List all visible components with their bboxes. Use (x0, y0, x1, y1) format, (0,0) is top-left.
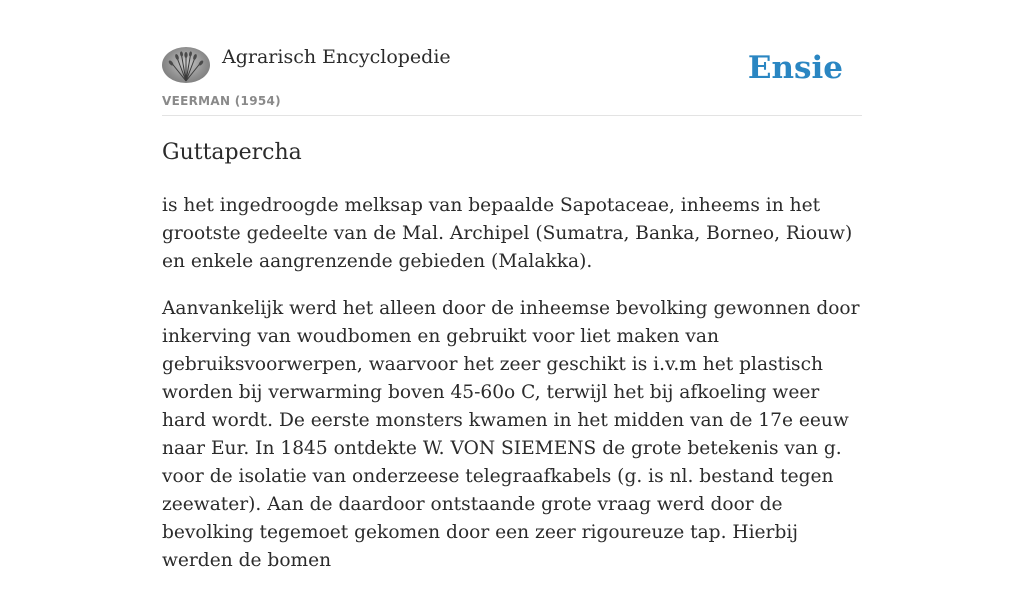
source-title[interactable]: Agrarisch Encyclopedie (222, 46, 451, 68)
article-paragraph: is het ingedroogde melksap van bepaalde Sapotaceae, inheems in het grootste gedeelte van de Mal. Archipel (Sumatra, Banka, Borneo, Riouw) en enkele aangrenzende gebieden (Malakka). (162, 195, 853, 272)
wheat-sheaf-icon (162, 47, 210, 83)
page (162, 0, 862, 571)
article-paragraph: Aanvankelijk werd het alleen door de inheemse bevolking gewonnen door inkerving van woudbomen en gebruikt voor liet maken van gebruiksvoorwerpen, waarvoor het zeer geschikt is i.v.m het plastisch worden bij verwarming boven 45-60o C, terwijl het bij afkoeling weer hard wordt. De eerste monsters kwamen in het midden van de 17e eeuw naar Eur. In 1845 ontdekte W. VON SIEMENS de grote betekenis van g. voor de isolatie van onderzeese telegraafkabels (g. is nl. bestand tegen zeewater). Aan de daardoor ontstaande grote vraag werd door de bevolking tegemoet gekomen door een zeer rigoureuze tap. Hierbij werden de bomen (162, 298, 860, 571)
article-body (162, 192, 862, 594)
entry-title: Guttapercha (162, 140, 302, 165)
header (162, 40, 862, 116)
brand-logo-link[interactable]: Ensie (747, 50, 843, 86)
author-year: VEERMAN (1954) (162, 94, 281, 108)
